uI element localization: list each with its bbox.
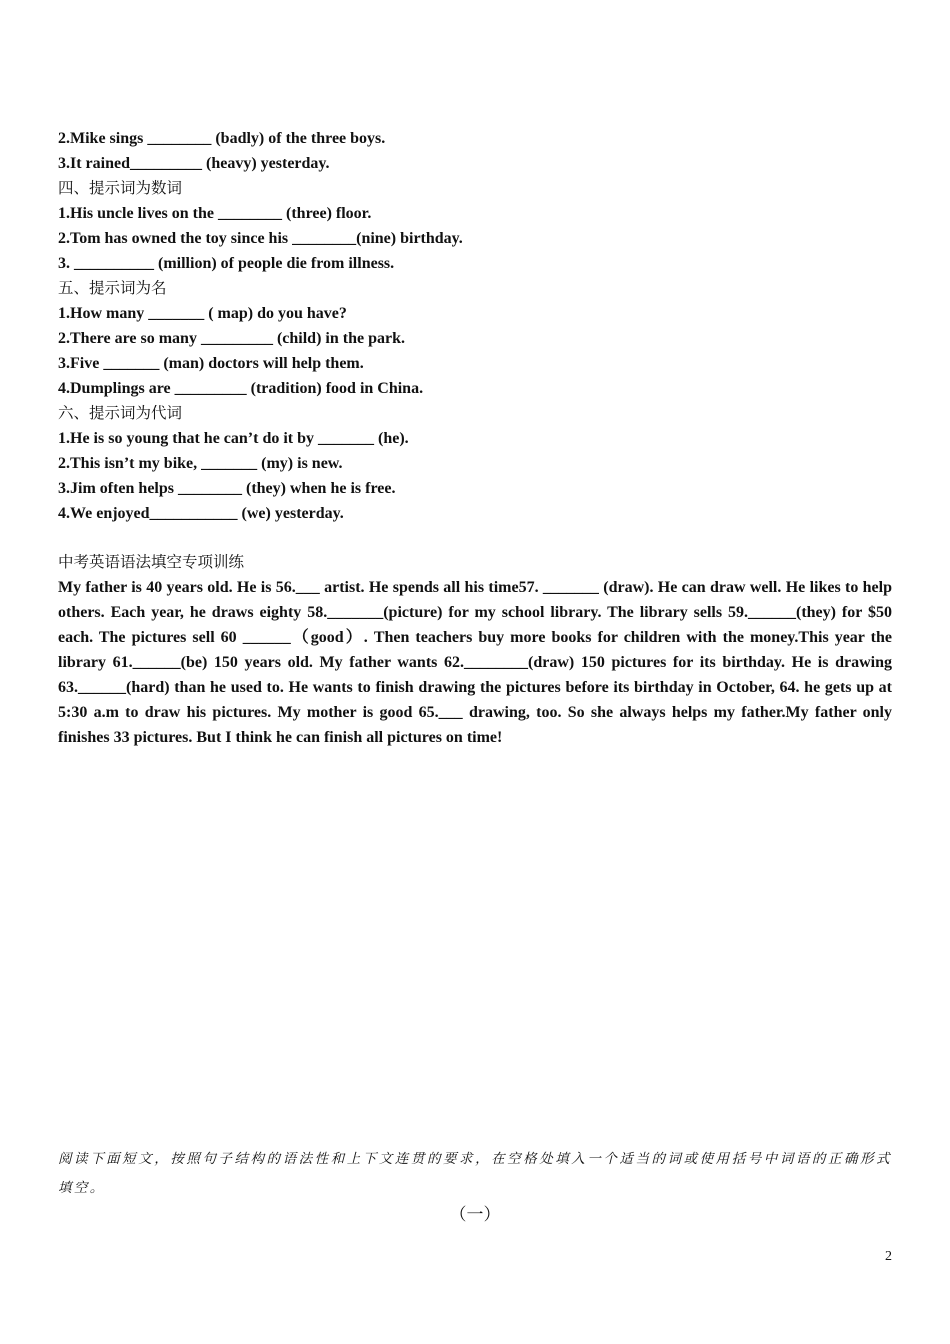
page-number: 2 [885,1249,892,1264]
section-title: 中考英语语法填空专项训练 [58,553,245,571]
exercise-lines [58,126,898,526]
exercise-item: 1.His uncle lives on the ________ (three) floor. [58,205,372,222]
exercise-item: 2.This isn’t my bike, _______ (my) is new. [58,455,343,472]
exercise-item: 3.Five _______ (man) doctors will help them. [58,355,364,372]
instructions: 阅读下面短文，按照句子结构的语法性和上下文连贯的要求，在空格处填入一个适当的词或使用括号中词语的正确形式填空。 [58,1151,892,1196]
exercise-item: 3.Jim often helps ________ (they) when he is free. [58,480,396,497]
exercise-item: 4.Dumplings are _________ (tradition) food in China. [58,380,424,397]
section-heading: 四、提示词为数词 [58,179,183,197]
part-label: （一） [449,1205,501,1225]
exercise-item: 3. __________ (million) of people die from illness. [58,255,395,272]
exercise-item: 2.Tom has owned the toy since his ________(nine) birthday. [58,230,463,247]
section-heading: 五、提示词为名 [58,279,167,297]
exercise-item: 3.It rained_________ (heavy) yesterday. [58,155,330,172]
exercise-item: 2.There are so many _________ (child) in the park. [58,330,405,347]
exercise-item: 4.We enjoyed___________ (we) yesterday. [58,505,344,522]
exercise-item: 1.He is so young that he can’t do it by _______ (he). [58,430,409,447]
exercise-item: 2.Mike sings ________ (badly) of the three boys. [58,130,386,147]
section-heading: 六、提示词为代词 [58,404,183,422]
exercise-item: 1.How many _______ ( map) do you have? [58,305,347,322]
cloze-passage: My father is 40 years old. He is 56.___ artist. He spends all his time57. _______ (draw). He can draw well. He likes to help others. Each year, he draws eighty 58._______(picture) for my school library. The library sells 59.______(they) for $50 each. The pictures sell 60 ______（good）. Then teachers buy more books for children with the money.This year the library 61.______(be) 150 years old. My father wants 62.________(draw) 150 pictures for its birthday. He is drawing 63.______(hard) than he used to. He wants to finish drawing the pictures before its birthday in October, 64. he gets up at 5:30 a.m to draw his pictures. My mother is good 65.___ drawing, too. So she always helps my father.My father only finishes 33 pictures. But I think he can finish all pictures on time! [58,579,892,746]
